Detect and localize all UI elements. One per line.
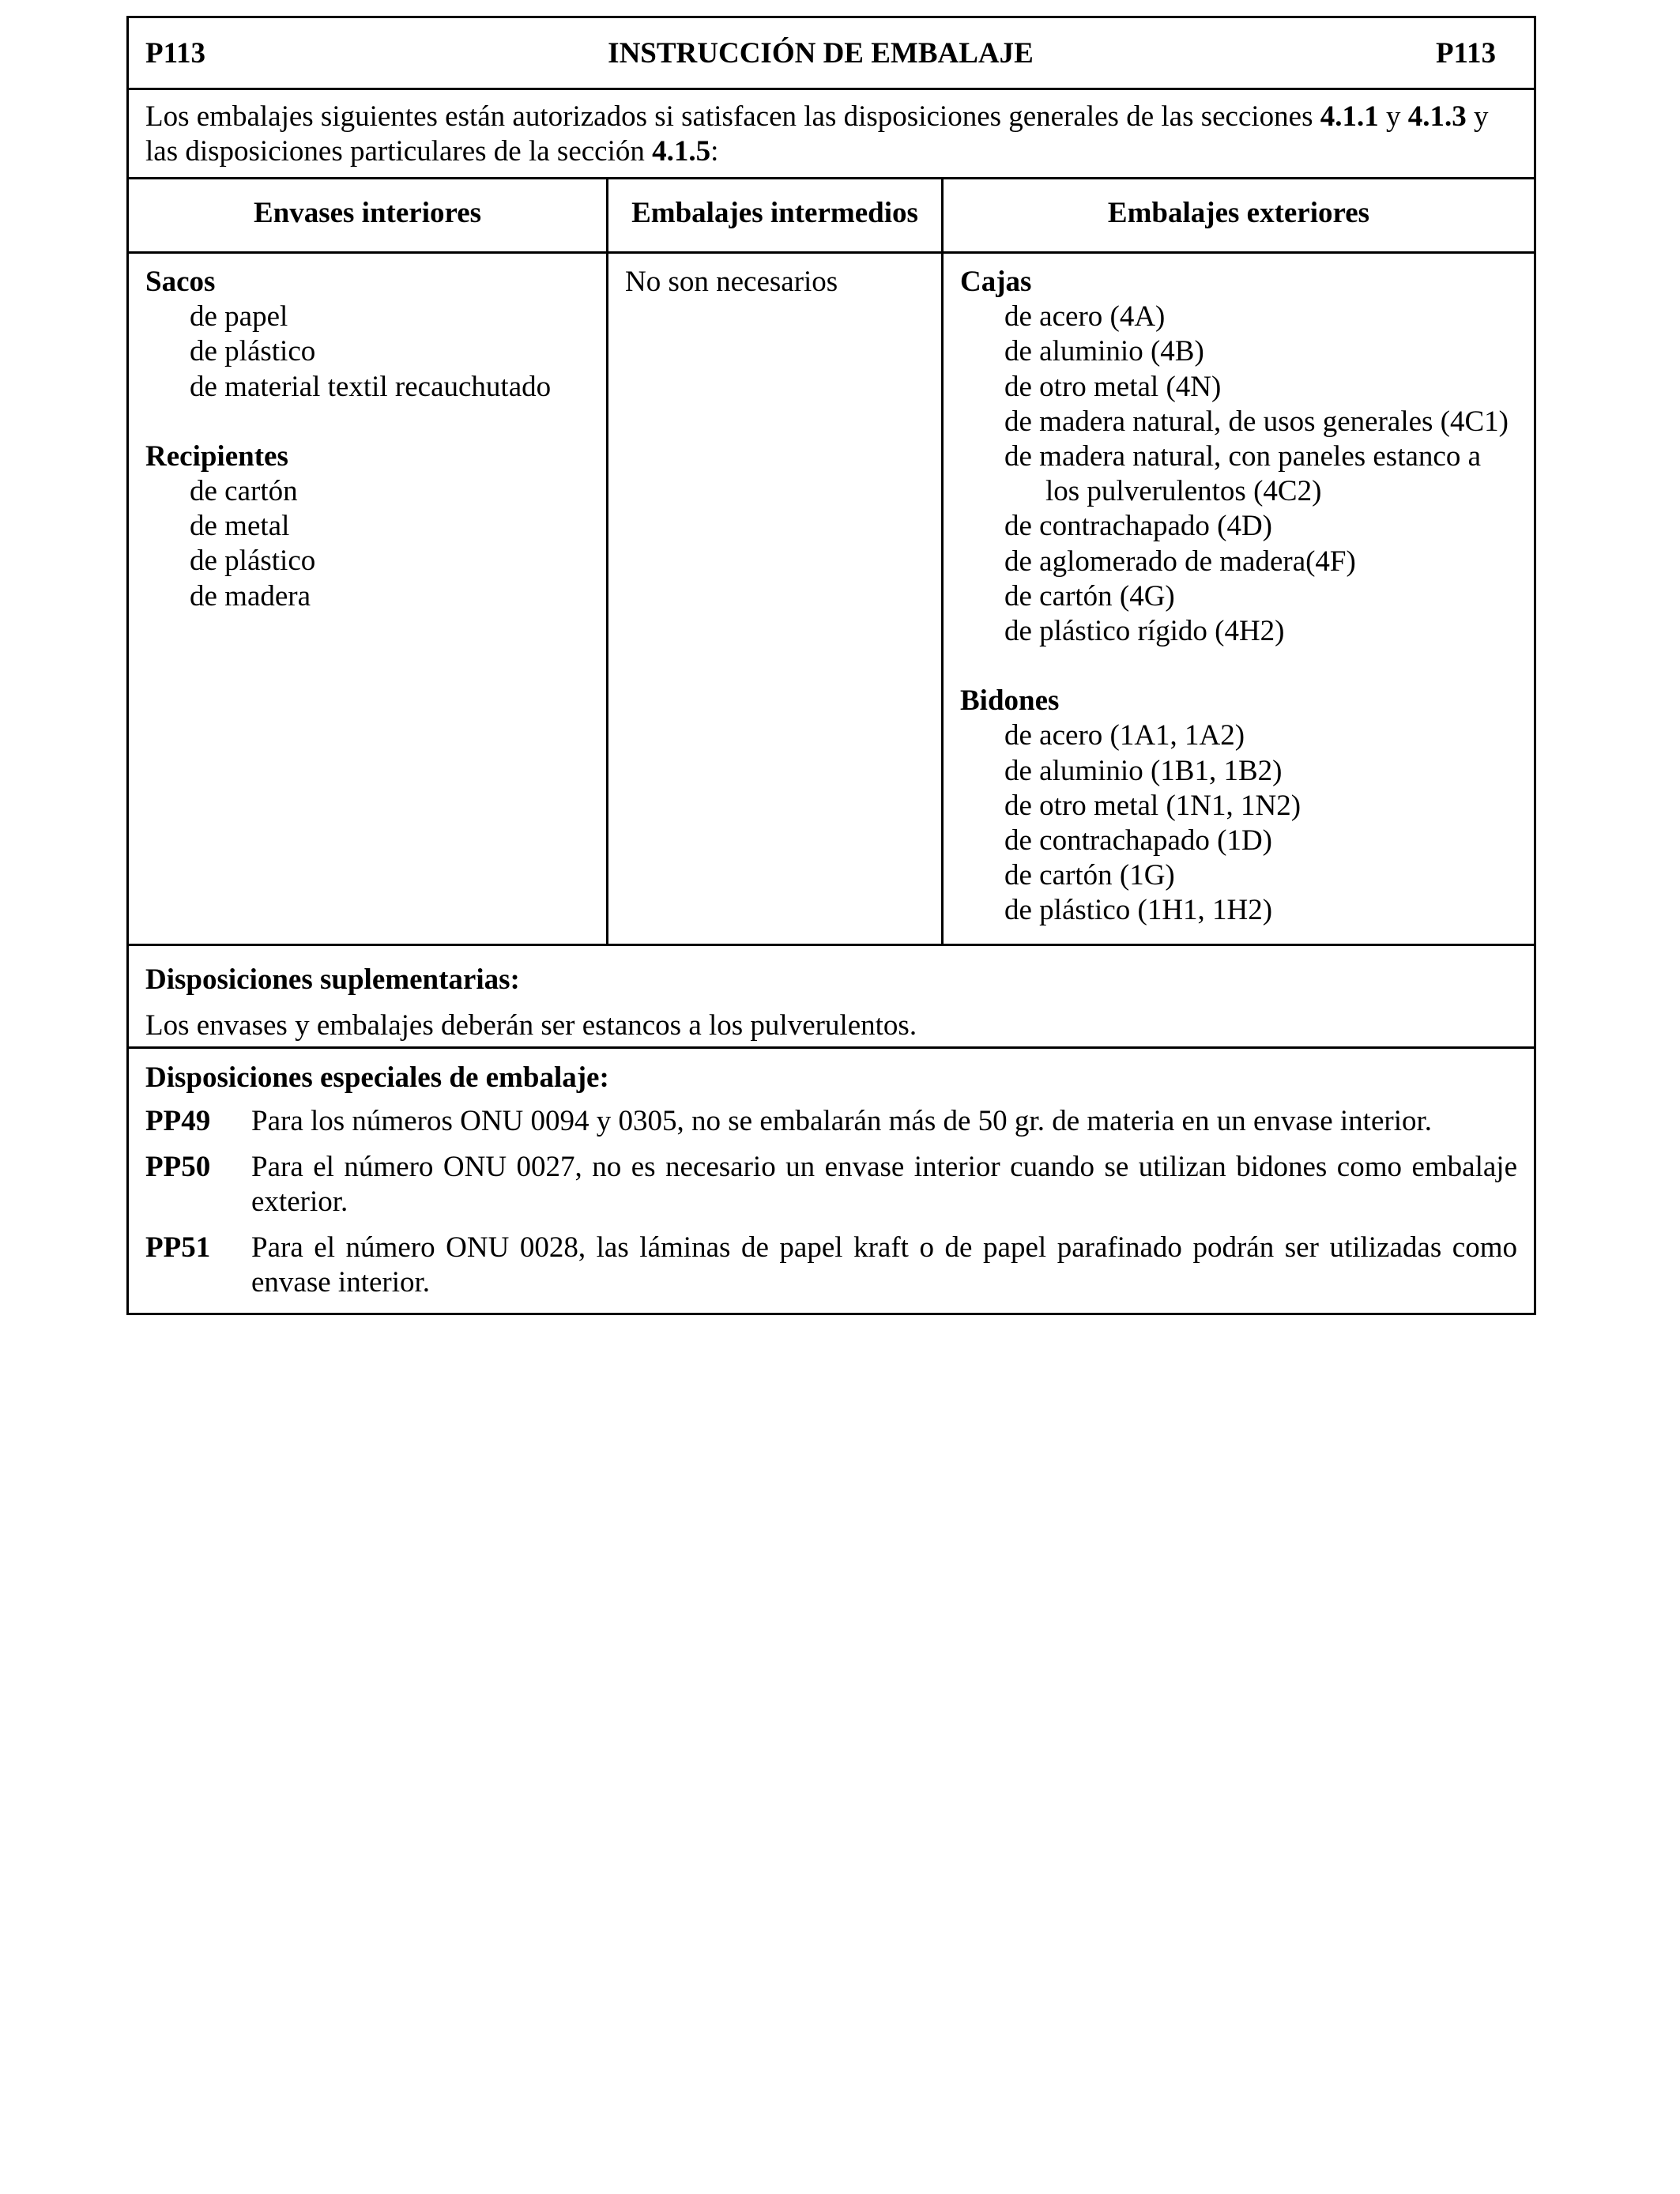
supplementary-label: Disposiciones suplementarias: — [145, 963, 520, 996]
list-item: de cartón (4G) — [1004, 579, 1175, 613]
provision-text: Para el número ONU 0027, no es necesario un envase interior cuando se utilizan bidones como embalaje exterior. — [251, 1151, 1517, 1218]
list-item: de plástico (1H1, 1H2) — [1004, 894, 1273, 927]
title-row — [129, 18, 1534, 90]
supplementary-text: Los envases y embalajes deberán ser estancos a los pulverulentos. — [145, 1009, 917, 1042]
column-header-inner: Envases interiores — [129, 179, 608, 251]
list-item: de otro metal (1N1, 1N2) — [1004, 789, 1301, 822]
list-item: de metal — [190, 510, 290, 543]
list-item: de plástico — [190, 335, 316, 368]
special-provision-pp50 — [145, 1150, 1517, 1220]
intro-paragraph — [129, 90, 1534, 179]
intro-text-1: Los embalajes siguientes están autorizados si satisfacen las disposiciones generales de las secciones — [145, 100, 1320, 133]
special-packing-provisions — [129, 1049, 1534, 1313]
list-item: de cartón (1G) — [1004, 859, 1175, 892]
outer-packagings-cell — [944, 254, 1534, 944]
group-title-cajas: Cajas — [960, 266, 1032, 298]
provision-text: Para el número ONU 0028, las láminas de papel kraft o de papel parafinado podrán ser utilizadas como envase interior. — [251, 1231, 1517, 1299]
list-item: de acero (4A) — [1004, 300, 1166, 334]
inner-packagings-cell — [129, 254, 608, 944]
instruction-code-left: P113 — [145, 36, 206, 70]
list-item: de acero (1A1, 1A2) — [1004, 719, 1245, 752]
intro-text-3: y las disposiciones particulares de la sección — [145, 100, 1489, 168]
list-item-continuation: los pulverulentos (4C2) — [1045, 475, 1322, 508]
list-item: de aluminio (1B1, 1B2) — [1004, 754, 1283, 787]
spacer — [960, 649, 1524, 684]
list-item: de madera natural, con paneles estanco a — [1004, 440, 1482, 473]
section-ref-4-1-5: 4.1.5 — [652, 135, 711, 168]
list-item: de contrachapado (1D) — [1004, 824, 1272, 858]
provision-text: Para los números ONU 0094 y 0305, no se embalarán más de 50 gr. de materia en un envase interior. — [251, 1105, 1433, 1137]
column-header-outer: Embalajes exteriores — [1107, 197, 1370, 229]
packing-instruction-table — [126, 16, 1536, 1315]
list-item: de aglomerado de madera(4F) — [1004, 545, 1356, 578]
provision-code: PP49 — [145, 1105, 211, 1137]
group-title-sacos: Sacos — [145, 266, 216, 298]
spacer — [145, 405, 597, 439]
list-item: de madera — [190, 579, 311, 613]
provision-code: PP50 — [145, 1151, 211, 1183]
supplementary-provisions — [129, 946, 1534, 1049]
column-header-intermediate: Embalajes intermedios — [608, 179, 944, 251]
list-item: de papel — [190, 300, 288, 334]
provision-code: PP51 — [145, 1231, 211, 1264]
list-item: de cartón — [190, 475, 298, 508]
list-item: de otro metal (4N) — [1004, 370, 1222, 403]
special-provisions-label: Disposiciones especiales de embalaje: — [145, 1061, 609, 1094]
packaging-body-row — [129, 254, 1534, 946]
intermediate-packagings-cell — [608, 254, 944, 944]
special-provision-pp49 — [145, 1104, 1517, 1139]
intro-text-4: : — [710, 135, 719, 168]
list-item: de plástico rígido (4H2) — [1004, 615, 1285, 648]
special-provision-pp51 — [145, 1231, 1517, 1300]
intro-text-2: y — [1378, 100, 1408, 133]
intermediate-text: No son necesarios — [625, 266, 838, 298]
column-header-row — [129, 179, 1534, 254]
section-ref-4-1-3: 4.1.3 — [1407, 100, 1467, 133]
group-title-bidones: Bidones — [960, 684, 1060, 718]
group-title-recipientes: Recipientes — [145, 439, 288, 473]
list-item: de material textil recauchutado — [190, 370, 552, 403]
instruction-title: INSTRUCCIÓN DE EMBALAJE — [608, 36, 1034, 70]
list-item: de plástico — [190, 545, 316, 578]
section-ref-4-1-1: 4.1.1 — [1320, 100, 1379, 133]
instruction-code-right: P113 — [1435, 36, 1496, 70]
list-item: de contrachapado (4D) — [1004, 510, 1272, 543]
list-item: de aluminio (4B) — [1004, 335, 1204, 368]
list-item: de madera natural, de usos generales (4C1) — [1004, 405, 1509, 438]
